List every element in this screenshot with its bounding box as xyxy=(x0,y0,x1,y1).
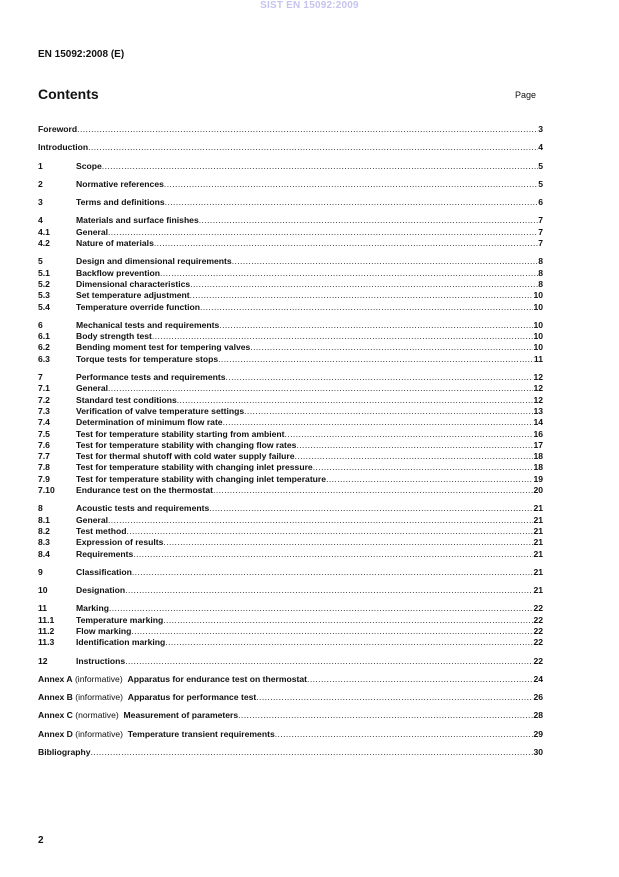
page-ref: 18 xyxy=(533,462,543,473)
section-number: 5.2 xyxy=(38,278,50,289)
dot-leader xyxy=(164,179,538,190)
section-number: 7.8 xyxy=(38,462,50,473)
dot-leader xyxy=(313,462,534,473)
annex-kind: (informative) xyxy=(74,673,123,684)
toc-entry[interactable] xyxy=(38,656,543,667)
toc-entry[interactable] xyxy=(38,395,543,406)
table-of-contents xyxy=(38,124,543,765)
dot-leader xyxy=(108,515,533,526)
annex-kind: (informative) xyxy=(75,728,124,739)
toc-entry[interactable] xyxy=(38,429,543,440)
dot-leader xyxy=(88,142,538,153)
annex-label: Annex D xyxy=(38,728,73,739)
section-title: Body strength test xyxy=(76,331,152,342)
page-ref: 26 xyxy=(533,692,543,703)
toc-entry[interactable] xyxy=(38,215,543,226)
section-number: 8.4 xyxy=(38,548,50,559)
section-title: Bending moment test for tempering valves xyxy=(76,342,251,353)
page-ref: 13 xyxy=(533,405,543,416)
section-number: 6.3 xyxy=(38,353,50,364)
dot-leader xyxy=(295,451,534,462)
dot-leader xyxy=(200,302,533,313)
page-ref: 21 xyxy=(533,525,543,536)
dot-leader xyxy=(219,320,533,331)
dot-leader xyxy=(125,656,533,667)
page-ref: 4 xyxy=(538,142,543,153)
page-ref: 22 xyxy=(533,637,543,648)
page-ref: 5 xyxy=(538,160,543,171)
toc-entry[interactable] xyxy=(38,161,543,172)
toc-group xyxy=(38,215,543,249)
toc-entry[interactable] xyxy=(38,290,543,301)
annex-kind: (informative) xyxy=(75,692,124,703)
toc-entry[interactable] xyxy=(38,238,543,249)
page-ref: 10 xyxy=(533,331,543,342)
page-column-label: Page xyxy=(515,90,537,100)
page-ref: 12 xyxy=(533,394,543,405)
section-number: 11.3 xyxy=(38,637,55,648)
dot-leader xyxy=(275,729,534,740)
section-title: Flow marking xyxy=(76,625,132,636)
document-header: EN 15092:2008 (E) xyxy=(38,49,125,60)
dot-leader xyxy=(177,395,534,406)
toc-entry[interactable] xyxy=(38,526,543,537)
section-title: Determination of minimum flow rate xyxy=(76,417,223,428)
toc-group xyxy=(38,747,543,758)
page-number: 2 xyxy=(38,835,44,846)
page-ref: 17 xyxy=(533,439,543,450)
toc-entry[interactable] xyxy=(38,227,543,238)
section-number: 12 xyxy=(38,655,48,666)
toc-group xyxy=(38,124,543,135)
toc-entry[interactable] xyxy=(38,503,543,514)
section-number: 4 xyxy=(38,215,43,226)
page-ref: 22 xyxy=(533,655,543,666)
dot-leader xyxy=(165,197,539,208)
section-title: General xyxy=(76,383,109,394)
toc-entry[interactable] xyxy=(38,124,543,135)
page-ref: 11 xyxy=(533,353,543,364)
dot-leader xyxy=(285,429,534,440)
dot-leader xyxy=(326,474,533,485)
section-title: Temperature override function xyxy=(76,301,200,312)
section-number: 7.10 xyxy=(38,485,55,496)
section-title: Nature of materials xyxy=(76,238,154,249)
section-title: Identification marking xyxy=(76,637,166,648)
page-ref: 8 xyxy=(538,256,543,267)
dot-leader xyxy=(132,567,534,578)
toc-group xyxy=(38,197,543,208)
toc-group xyxy=(38,585,543,596)
dot-leader xyxy=(190,279,538,290)
dot-leader xyxy=(152,331,534,342)
page-ref: 21 xyxy=(533,548,543,559)
page-ref: 22 xyxy=(533,625,543,636)
dot-leader xyxy=(163,537,533,548)
watermark: SIST EN 15092:2009 xyxy=(260,0,359,11)
toc-entry[interactable] xyxy=(38,279,543,290)
section-number: 3 xyxy=(38,197,43,208)
section-title: Introduction xyxy=(38,142,89,153)
toc-entry[interactable] xyxy=(38,179,543,190)
page-ref: 5 xyxy=(538,178,543,189)
dot-leader xyxy=(126,526,533,537)
section-number: 7.6 xyxy=(38,439,50,450)
section-title: Requirements xyxy=(76,548,134,559)
section-title: General xyxy=(76,514,109,525)
page-ref: 22 xyxy=(533,614,543,625)
section-title: Test for temperature stability with changing inlet pressure xyxy=(76,462,313,473)
page-ref: 22 xyxy=(533,603,543,614)
toc-group xyxy=(38,372,543,496)
toc-entry[interactable] xyxy=(38,383,543,394)
toc-entry[interactable] xyxy=(38,692,543,703)
page-ref: 7 xyxy=(538,226,543,237)
dot-leader xyxy=(296,440,533,451)
annex-kind: (normative) xyxy=(75,710,119,721)
section-title: Normative references xyxy=(76,178,164,189)
dot-leader xyxy=(226,372,534,383)
dot-leader xyxy=(250,342,533,353)
toc-entry[interactable] xyxy=(38,256,543,267)
toc-entry[interactable] xyxy=(38,197,543,208)
annex-label: Annex C xyxy=(38,710,73,721)
toc-group xyxy=(38,320,543,365)
page-ref: 28 xyxy=(533,710,543,721)
toc-entry[interactable] xyxy=(38,747,543,758)
section-title: Verification of valve temperature settings xyxy=(76,405,245,416)
toc-group xyxy=(38,142,543,153)
toc-group xyxy=(38,567,543,578)
section-number: 11.1 xyxy=(38,614,55,625)
section-number: 7.5 xyxy=(38,428,50,439)
section-title: Scope xyxy=(76,160,102,171)
section-title: Materials and surface finishes xyxy=(76,215,199,226)
dot-leader xyxy=(244,406,533,417)
page-ref: 10 xyxy=(533,301,543,312)
section-title: Test method xyxy=(76,525,127,536)
section-number: 10 xyxy=(38,585,48,596)
toc-entry[interactable] xyxy=(38,474,543,485)
section-number: 7.4 xyxy=(38,417,50,428)
toc-entry[interactable] xyxy=(38,637,543,648)
section-number: 1 xyxy=(38,160,43,171)
section-number: 6 xyxy=(38,319,43,330)
toc-entry[interactable] xyxy=(38,342,543,353)
toc-group xyxy=(38,256,543,312)
toc-entry[interactable] xyxy=(38,485,543,496)
section-number: 6.2 xyxy=(38,342,50,353)
dot-leader xyxy=(108,227,538,238)
toc-group xyxy=(38,729,543,740)
section-number: 4.1 xyxy=(38,226,50,237)
dot-leader xyxy=(91,747,534,758)
dot-leader xyxy=(218,354,534,365)
toc-group xyxy=(38,692,543,703)
dot-leader xyxy=(131,626,533,637)
toc-entry[interactable] xyxy=(38,320,543,331)
dot-leader xyxy=(209,503,533,514)
section-number: 9 xyxy=(38,566,43,577)
section-title: Mechanical tests and requirements xyxy=(76,319,220,330)
toc-group xyxy=(38,161,543,172)
toc-entry[interactable] xyxy=(38,354,543,365)
dot-leader xyxy=(256,692,533,703)
toc-entry[interactable] xyxy=(38,537,543,548)
section-number: 7.9 xyxy=(38,473,50,484)
page-ref: 21 xyxy=(533,537,543,548)
section-number: 6.1 xyxy=(38,331,50,342)
section-title: Classification xyxy=(76,566,132,577)
section-title: Bibliography xyxy=(38,747,91,758)
page-ref: 10 xyxy=(533,290,543,301)
annex-label: Annex B xyxy=(38,692,73,703)
toc-entry[interactable] xyxy=(38,549,543,560)
section-title: Test for temperature stability with changing inlet temperature xyxy=(76,473,327,484)
page-ref: 14 xyxy=(533,417,543,428)
toc-entry[interactable] xyxy=(38,515,543,526)
page-ref: 7 xyxy=(538,238,543,249)
page-ref: 21 xyxy=(533,503,543,514)
dot-leader xyxy=(160,268,538,279)
section-number: 7.1 xyxy=(38,383,50,394)
toc-group xyxy=(38,674,543,685)
toc-entry[interactable] xyxy=(38,331,543,342)
page-ref: 8 xyxy=(538,267,543,278)
dot-leader xyxy=(238,710,533,721)
section-number: 7.2 xyxy=(38,394,50,405)
section-title: Apparatus for performance test xyxy=(127,692,257,703)
section-title: Acoustic tests and requirements xyxy=(76,503,210,514)
toc-entry[interactable] xyxy=(38,626,543,637)
page-ref: 7 xyxy=(538,215,543,226)
section-number: 5 xyxy=(38,256,43,267)
toc-entry[interactable] xyxy=(38,451,543,462)
section-title: General xyxy=(76,226,109,237)
section-title: Performance tests and requirements xyxy=(76,372,226,383)
dot-leader xyxy=(77,124,538,135)
toc-entry[interactable] xyxy=(38,462,543,473)
section-title: Apparatus for endurance test on thermostat xyxy=(127,673,308,684)
dot-leader xyxy=(213,485,533,496)
toc-group xyxy=(38,603,543,648)
page-ref: 21 xyxy=(533,585,543,596)
toc-group xyxy=(38,179,543,190)
page-ref: 10 xyxy=(533,319,543,330)
section-title: Backflow prevention xyxy=(76,267,161,278)
dot-leader xyxy=(108,383,533,394)
section-title: Design and dimensional requirements xyxy=(76,256,232,267)
toc-entry[interactable] xyxy=(38,603,543,614)
section-title: Foreword xyxy=(38,124,78,134)
dot-leader xyxy=(154,238,538,249)
toc-entry[interactable] xyxy=(38,372,543,383)
toc-entry[interactable] xyxy=(38,268,543,279)
dot-leader xyxy=(109,603,533,614)
page-ref: 3 xyxy=(538,124,543,134)
section-number: 8.1 xyxy=(38,514,50,525)
section-number: 5.3 xyxy=(38,290,50,301)
section-title: Temperature transient requirements xyxy=(127,728,275,739)
section-number: 5.4 xyxy=(38,301,50,312)
section-title: Torque tests for temperature stops xyxy=(76,353,219,364)
page-ref: 12 xyxy=(533,383,543,394)
toc-entry[interactable] xyxy=(38,710,543,721)
section-title: Endurance test on the thermostat xyxy=(76,485,214,496)
page-ref: 6 xyxy=(538,197,543,208)
toc-entry[interactable] xyxy=(38,615,543,626)
section-number: 7 xyxy=(38,372,43,383)
toc-group xyxy=(38,710,543,721)
toc-entry[interactable] xyxy=(38,142,543,153)
section-title: Designation xyxy=(76,585,126,596)
dot-leader xyxy=(223,417,534,428)
page-ref: 21 xyxy=(533,514,543,525)
page-ref: 21 xyxy=(533,566,543,577)
section-title: Test for temperature stability starting from ambient xyxy=(76,428,285,439)
dot-leader xyxy=(133,549,533,560)
section-number: 8 xyxy=(38,503,43,514)
toc-entry[interactable] xyxy=(38,674,543,685)
dot-leader xyxy=(125,585,533,596)
toc-entry[interactable] xyxy=(38,406,543,417)
section-number: 11 xyxy=(38,603,48,614)
toc-group xyxy=(38,503,543,559)
toc-entry[interactable] xyxy=(38,440,543,451)
page-ref: 12 xyxy=(533,372,543,383)
section-number: 7.7 xyxy=(38,451,50,462)
section-number: 8.3 xyxy=(38,537,50,548)
section-number: 5.1 xyxy=(38,267,50,278)
section-title: Set temperature adjustment xyxy=(76,290,190,301)
toc-entry[interactable] xyxy=(38,729,543,740)
dot-leader xyxy=(190,290,534,301)
dot-leader xyxy=(163,615,533,626)
dot-leader xyxy=(165,637,533,648)
section-title: Temperature marking xyxy=(76,614,164,625)
toc-entry[interactable] xyxy=(38,417,543,428)
dot-leader xyxy=(102,161,538,172)
toc-entry[interactable] xyxy=(38,585,543,596)
section-title: Test for thermal shutoff with cold water supply failure xyxy=(76,451,295,462)
section-title: Marking xyxy=(76,603,109,614)
page-ref: 30 xyxy=(533,747,543,758)
page-ref: 24 xyxy=(533,673,543,684)
dot-leader xyxy=(307,674,533,685)
section-number: 4.2 xyxy=(38,238,50,249)
section-title: Expression of results xyxy=(76,537,164,548)
section-title: Terms and definitions xyxy=(76,197,165,208)
dot-leader xyxy=(232,256,539,267)
section-title: Test for temperature stability with changing flow rates xyxy=(76,439,297,450)
section-number: 7.3 xyxy=(38,405,50,416)
toc-group xyxy=(38,656,543,667)
page-ref: 18 xyxy=(533,451,543,462)
section-number: 8.2 xyxy=(38,525,50,536)
section-number: 11.2 xyxy=(38,625,55,636)
annex-label: Annex A xyxy=(38,673,73,684)
section-title: Measurement of parameters xyxy=(123,710,239,721)
page-ref: 29 xyxy=(533,728,543,739)
page-ref: 20 xyxy=(533,485,543,496)
toc-entry[interactable] xyxy=(38,567,543,578)
section-number: 2 xyxy=(38,178,43,189)
page-ref: 8 xyxy=(538,278,543,289)
page-ref: 16 xyxy=(533,428,543,439)
section-title: Standard test conditions xyxy=(76,394,177,405)
page-ref: 10 xyxy=(533,342,543,353)
dot-leader xyxy=(199,215,538,226)
toc-entry[interactable] xyxy=(38,302,543,313)
page-ref: 19 xyxy=(533,473,543,484)
page-title: Contents xyxy=(38,86,99,102)
section-title: Instructions xyxy=(76,655,126,666)
section-title: Dimensional characteristics xyxy=(76,278,191,289)
